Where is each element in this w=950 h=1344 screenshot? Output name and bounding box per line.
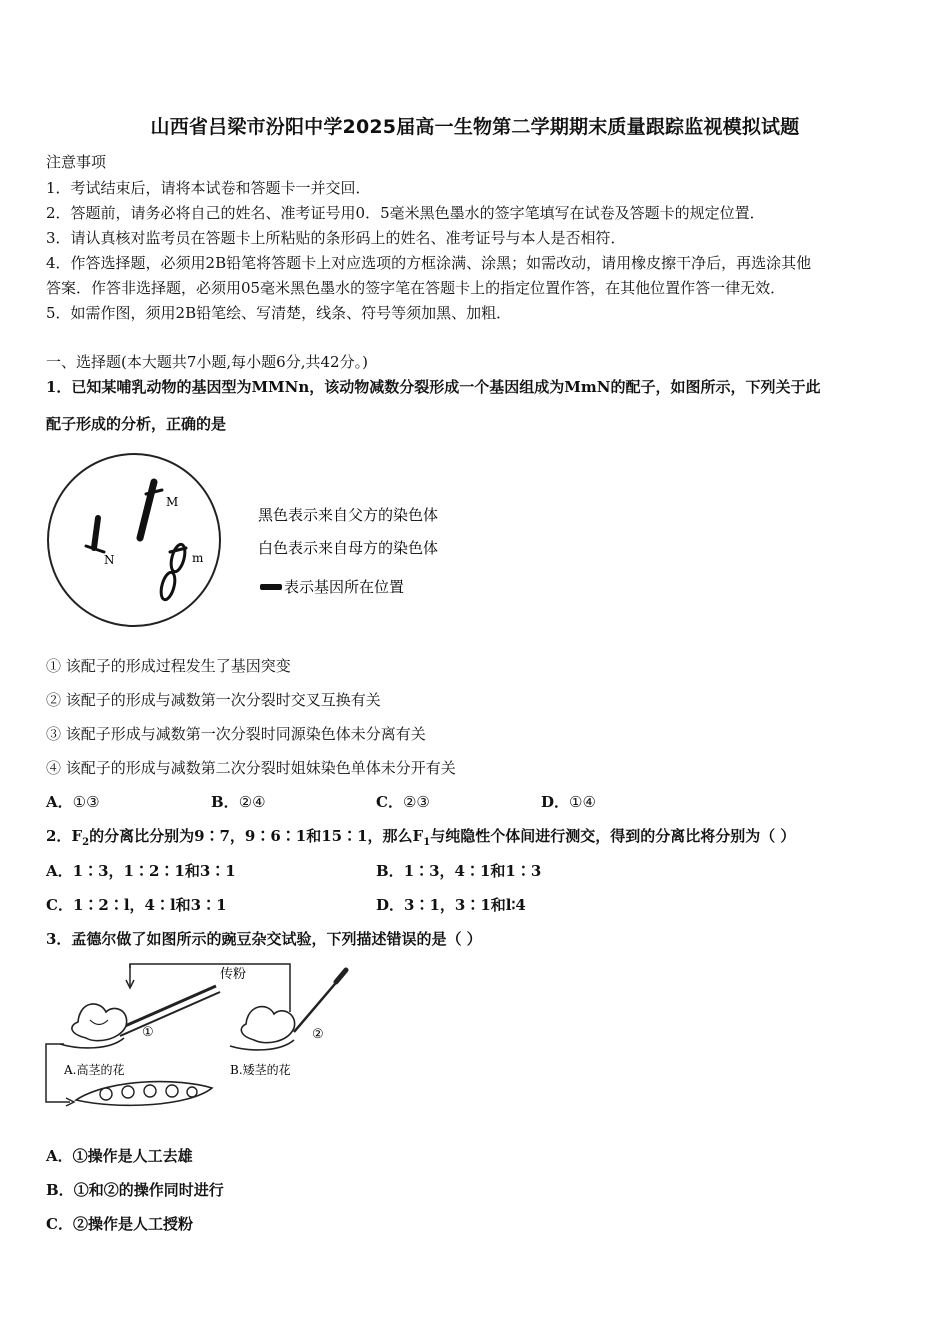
q2-option-b[interactable] — [376, 861, 541, 881]
option-value: ①操作是人工去雄 — [72, 1147, 193, 1165]
option-key: A． — [46, 1147, 73, 1165]
notice-heading: 注意事项 — [46, 153, 107, 171]
flower-a-shape — [60, 1004, 127, 1048]
option-value: 1∶2∶l，4∶l和3∶1 — [72, 896, 227, 914]
option-key: D． — [376, 896, 405, 914]
q1-chromosome-figure — [46, 448, 476, 638]
q2-f2: F — [71, 827, 83, 845]
legend-maternal: 白色表示来自母方的染色体 — [258, 539, 439, 557]
q2-f1-subscript: 1 — [423, 837, 431, 848]
label-flower-b: B.矮茎的花 — [230, 1063, 291, 1077]
q1-stem-line1: 1．已知某哺乳动物的基因型为MMNn，该动物减数分裂形成一个基因组成为MmN的配子，如图所示，下列关于此 — [46, 378, 821, 396]
q1-statement: ④ 该配子的形成与减数第二次分裂时姐妹染色单体未分开有关 — [46, 759, 456, 777]
option-value: ②④ — [238, 793, 266, 811]
option-key: D． — [541, 793, 570, 811]
notice-item: 4．作答选择题，必须用2B铅笔将答题卡上对应选项的方框涂满、涂黑；如需改动，请用橡皮擦干净后，再选涂其他 — [46, 254, 812, 272]
q1-statement: ③ 该配子形成与减数第一次分裂时同源染色体未分离有关 — [46, 725, 426, 743]
q2-stem — [46, 826, 795, 853]
q2-number: 2． — [46, 827, 72, 845]
legend-gene-position: 表示基因所在位置 — [284, 578, 405, 596]
pea-pod-shape — [76, 1082, 212, 1106]
option-value: 3∶1，3∶1和l∶4 — [404, 896, 526, 914]
option-key: C． — [46, 896, 73, 914]
notice-item: 2．答题前，请务必将自己的姓名、准考证号用0．5毫米黑色墨水的签字笔填写在试卷及答题卡的规定位置． — [46, 204, 765, 222]
chromosome-n-shape — [86, 518, 104, 552]
section-heading: 一、选择题(本大题共7小题,每小题6分,共42分。) — [46, 353, 368, 371]
q3-stem: 3．孟德尔做了如图所示的豌豆杂交试验，下列描述错误的是（ ） — [46, 930, 482, 948]
q2-text-b: 与纯隐性个体间进行测交，得到的分离比将分别为（ ） — [430, 827, 796, 845]
option-value: ①④ — [569, 793, 596, 811]
option-value: 1∶3，1∶2∶1和3∶1 — [72, 862, 236, 880]
label-step-1: ① — [142, 1025, 154, 1040]
label-m-upper: M — [166, 495, 179, 509]
label-pollinate: 传粉 — [220, 967, 247, 982]
notice-item: 5．如需作图，须用2B铅笔绘、写清楚，线条、符号等须加黑、加粗． — [46, 304, 512, 322]
notice-item: 3．请认真核对监考员在答题卡上所粘贴的条形码上的姓名、准考证号与本人是否相符． — [46, 229, 626, 247]
option-value: ①③ — [72, 793, 100, 811]
chromosome-m-black-shape — [140, 482, 162, 538]
q2-option-c[interactable] — [46, 895, 227, 915]
q1-statement: ① 该配子的形成过程发生了基因突变 — [46, 657, 291, 675]
q1-option-d[interactable] — [541, 792, 596, 812]
q3-option-a[interactable] — [46, 1146, 193, 1166]
q2-option-a[interactable] — [46, 861, 236, 881]
label-m-lower: m — [192, 551, 204, 565]
q1-option-c[interactable] — [376, 792, 430, 812]
q3-option-c[interactable] — [46, 1214, 193, 1234]
q3-pea-cross-figure — [40, 960, 360, 1110]
label-n: N — [104, 553, 115, 567]
option-key: B． — [46, 1181, 74, 1199]
option-key: C． — [46, 1215, 73, 1233]
option-value: ②③ — [402, 793, 430, 811]
q2-f2-subscript: 2 — [82, 837, 90, 848]
q2-option-d[interactable] — [376, 895, 526, 915]
notice-item: 答案．作答非选择题，必须用05毫米黑色墨水的签字笔在答题卡上的指定位置作答，在其他位置作答一律无效． — [46, 279, 786, 297]
label-flower-a: A.高茎的花 — [64, 1063, 125, 1077]
q1-option-a[interactable] — [46, 792, 100, 812]
chromosome-m-white-shape — [159, 543, 188, 601]
option-key: C． — [376, 793, 403, 811]
flower-b-shape — [230, 1007, 295, 1050]
q1-statement: ② 该配子的形成与减数第一次分裂时交叉互换有关 — [46, 691, 381, 709]
option-value: ②操作是人工授粉 — [72, 1215, 193, 1233]
option-key: B． — [211, 793, 239, 811]
option-key: A． — [46, 793, 73, 811]
option-value: 1∶3，4∶1和1∶3 — [403, 862, 542, 880]
legend-paternal: 黑色表示来自父方的染色体 — [258, 506, 439, 524]
option-key: B． — [376, 862, 404, 880]
option-value: ①和②的操作同时进行 — [73, 1181, 224, 1199]
q2-text-a: 的分离比分别为9∶7，9∶6∶1和15∶1，那么F — [89, 827, 424, 845]
option-key: A． — [46, 862, 73, 880]
q1-stem-line2: 配子形成的分析，正确的是 — [46, 415, 227, 433]
gene-position-legend-mark — [260, 584, 282, 590]
page-title: 山西省吕梁市汾阳中学2025届高一生物第二学期期末质量跟踪监视模拟试题 — [150, 116, 800, 138]
notice-item: 1．考试结束后，请将本试卷和答题卡一并交回． — [46, 179, 371, 197]
q3-option-b[interactable] — [46, 1180, 224, 1200]
label-step-2: ② — [312, 1027, 324, 1042]
q1-option-b[interactable] — [211, 792, 266, 812]
